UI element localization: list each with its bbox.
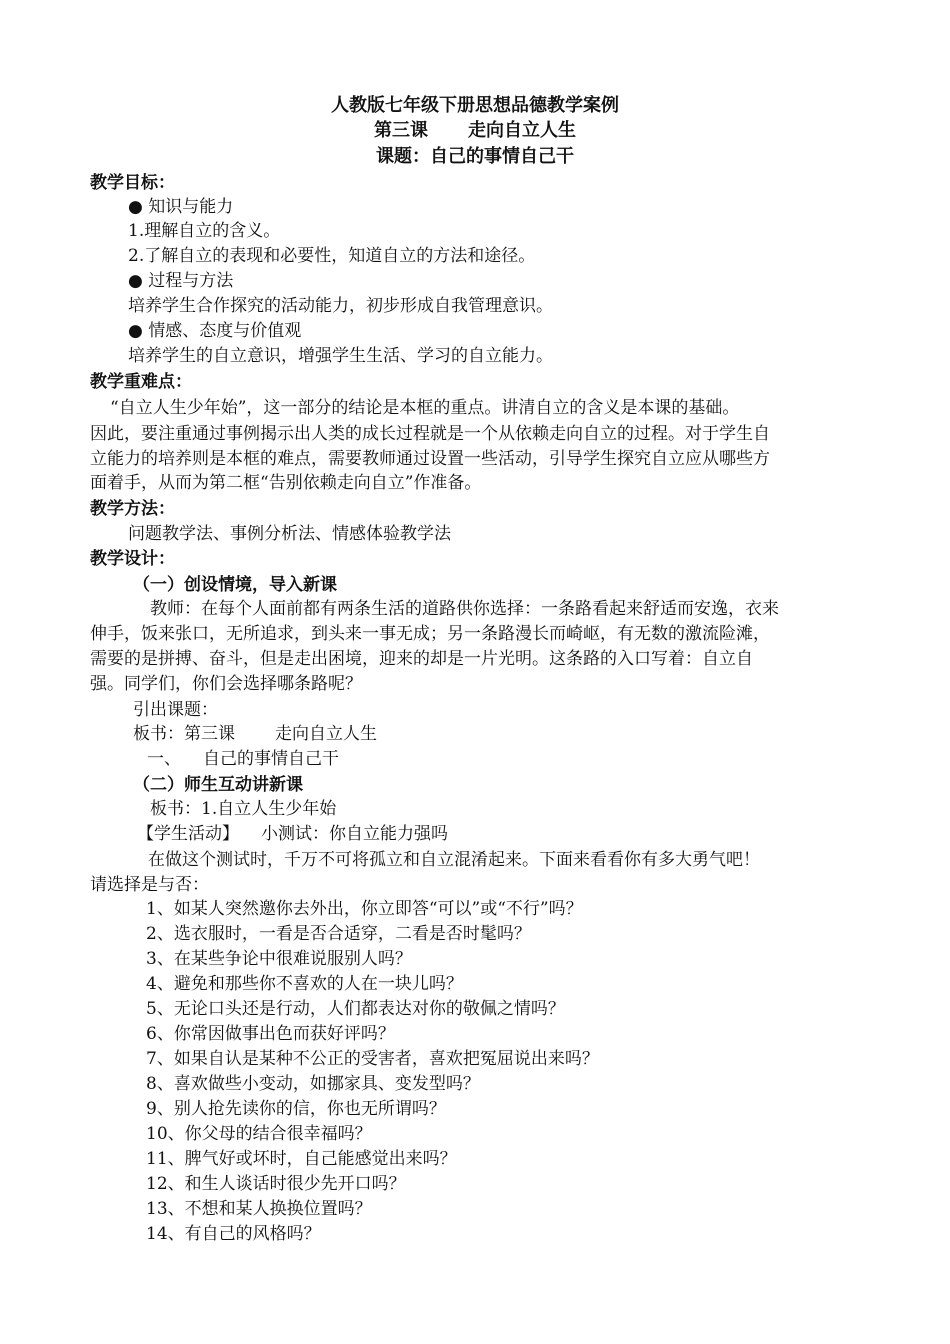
knowledge-item-2: 2.了解自立的表现和必要性，知道自立的方法和途径。: [128, 246, 536, 266]
methods-heading: 教学方法：: [90, 499, 175, 519]
board-item: [147, 747, 339, 771]
part1-heading: （一）创设情境，导入新课: [133, 575, 337, 595]
key-points-heading: 教学重难点：: [90, 372, 192, 392]
question-item: 1、如某人突然邀你去外出，你立即答“可以”或“不行”吗？: [146, 899, 583, 919]
key-points-line: 面着手，从而为第二框“告别依赖走向自立”作准备。: [90, 473, 482, 493]
question-item: 12、和生人谈话时很少先开口吗？: [146, 1174, 406, 1194]
methods-text: 问题教学法、事例分析法、情感体验教学法: [128, 524, 451, 544]
question-item: 13、不想和某人换换位置吗？: [146, 1199, 372, 1219]
question-item: 9、别人抢先读你的信，你也无所谓吗？: [146, 1099, 446, 1119]
question-item: 6、你常因做事出色而获好评吗？: [146, 1024, 395, 1044]
emotion-text: 培养学生的自立意识，增强学生生活、学习的自立能力。: [128, 346, 553, 366]
activity-label: 【学生活动】: [137, 824, 239, 844]
lesson-number: 第三课: [374, 120, 428, 141]
test-intro: 在做这个测试时，千万不可将孤立和自立混淆起来。下面来看看你有多大勇气吧！: [148, 850, 760, 870]
design-heading: 教学设计：: [90, 549, 175, 569]
document-title: 人教版七年级下册思想品德教学案例: [331, 95, 619, 116]
question-item: 10、你父母的结合很幸福吗？: [146, 1124, 372, 1144]
activity-text: 小测试：你自立能力强吗: [261, 824, 448, 844]
teacher-line: 强。同学们，你们会选择哪条路呢？: [90, 674, 362, 694]
question-item: 14、有自己的风格吗？: [146, 1224, 321, 1244]
knowledge-heading: ● 知识与能力: [128, 197, 234, 217]
teacher-line: 伸手，饭来张口，无所追求，到头来一事无成；另一条路漫长而崎岖，有无数的激流险滩，: [90, 624, 770, 644]
board-label: 板书：第三课: [133, 724, 235, 744]
key-points-line: 因此，要注重通过事例揭示出人类的成长过程就是一个从依赖走向自立的过程。对于学生自: [90, 424, 770, 444]
board-item-text: 自己的事情自己干: [203, 749, 339, 769]
objectives-heading: 教学目标：: [90, 173, 175, 193]
question-item: 4、避免和那些你不喜欢的人在一块儿吗？: [146, 974, 463, 994]
process-text: 培养学生合作探究的活动能力，初步形成自我管理意识。: [128, 296, 553, 316]
part2-heading: （二）师生互动讲新课: [133, 775, 303, 795]
key-points-line: “自立人生少年始”，这一部分的结论是本框的重点。讲清自立的含义是本课的基础。: [110, 398, 740, 418]
student-activity: [137, 822, 448, 846]
board-item-number: 一、: [147, 749, 181, 769]
intro-label: 引出课题：: [133, 700, 218, 720]
board-writing: [133, 722, 377, 746]
question-item: 2、选衣服时，一看是否合适穿，二看是否时髦吗？: [146, 924, 531, 944]
key-points-line: 立能力的培养则是本框的难点，需要教师通过设置一些活动，引导学生探究自立应从哪些方: [90, 449, 770, 469]
board-writing-2: 板书：1.自立人生少年始: [150, 799, 337, 819]
question-item: 3、在某些争论中很难说服别人吗？: [146, 949, 412, 969]
teacher-line: 需要的是拼搏、奋斗，但是走出困境，迎来的却是一片光明。这条路的入口写着：自立自: [90, 649, 753, 669]
emotion-heading: ● 情感、态度与价值观: [128, 321, 302, 341]
question-item: 11、脾气好或坏时，自己能感觉出来吗？: [146, 1149, 457, 1169]
teacher-line: 教师：在每个人面前都有两条生活的道路供你选择：一条路看起来舒适而安逸，衣来: [150, 599, 779, 619]
question-item: 5、无论口头还是行动，人们都表达对你的敬佩之情吗？: [146, 999, 565, 1019]
question-item: 7、如果自认是某种不公正的受害者，喜欢把冤屈说出来吗？: [146, 1049, 599, 1069]
lesson-name: 走向自立人生: [468, 120, 576, 141]
board-lesson: 走向自立人生: [275, 724, 377, 744]
test-instruction: 请选择是与否：: [90, 875, 209, 895]
topic-heading: 课题：自己的事情自己干: [376, 146, 574, 167]
question-item: 8、喜欢做些小变动，如挪家具、变发型吗？: [146, 1074, 480, 1094]
knowledge-item-1: 1.理解自立的含义。: [128, 221, 281, 241]
lesson-heading: [0, 119, 950, 143]
process-heading: ● 过程与方法: [128, 271, 234, 291]
